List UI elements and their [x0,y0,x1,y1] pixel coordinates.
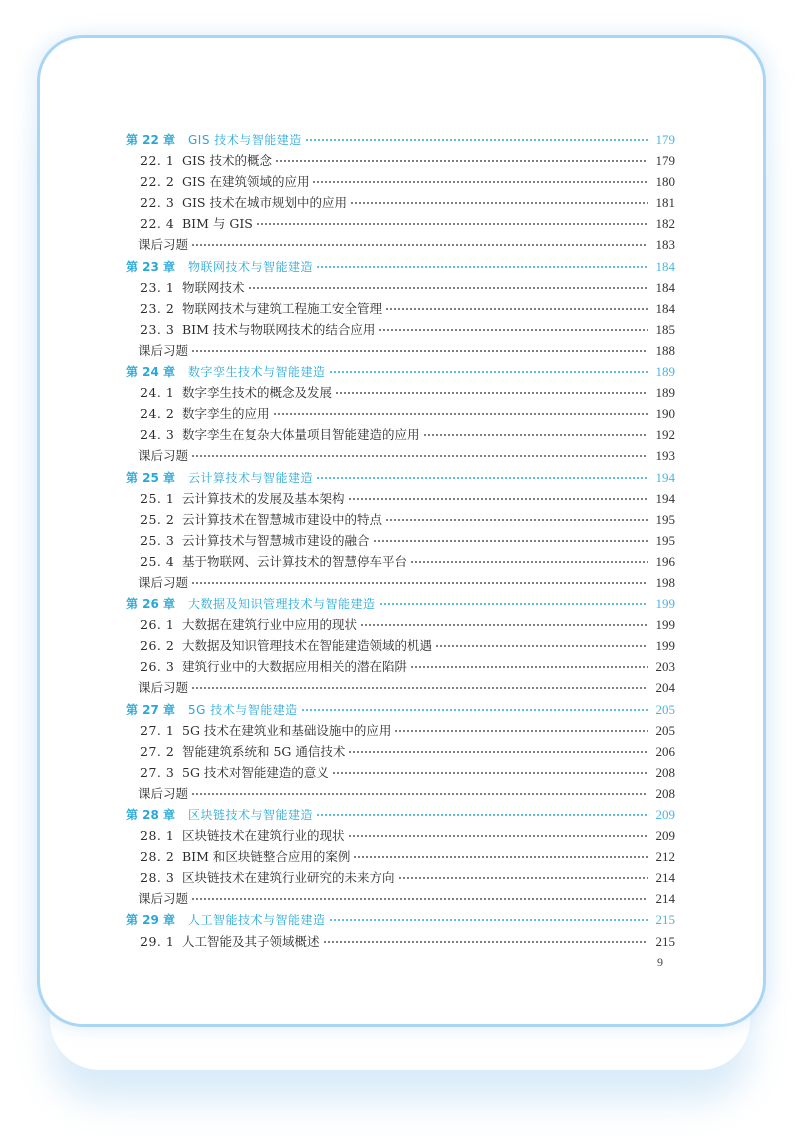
chapter-number: 第 28 章 [126,808,176,822]
section-title: BIM 和区块链整合应用的案例 [182,849,351,865]
toc-section-entry[interactable] [126,846,675,867]
dot-leader [316,266,648,268]
toc-section-entry[interactable] [126,319,675,340]
dot-leader [191,793,648,795]
chapter-page-number: 205 [655,701,675,717]
section-title: 区块链技术在建筑行业研究的未来方向 [182,870,395,886]
section-number: 23. 1 [140,279,175,295]
exercise-page-number: 193 [655,448,675,464]
toc-chapter-entry[interactable] [126,256,675,277]
dot-leader [301,709,648,711]
section-number: 28. 2 [140,849,175,865]
section-title: 云计算技术的发展及基本架构 [182,490,345,506]
exercise-title: 课后习题 [138,342,189,358]
section-number: 24. 1 [140,385,175,401]
toc-chapter-entry[interactable] [126,909,675,930]
dot-leader [410,666,648,668]
section-page-number: 184 [655,300,675,316]
dot-leader [191,455,648,457]
dot-leader [256,223,648,225]
exercise-title: 课后习题 [138,574,189,590]
toc-chapter-entry[interactable] [126,467,675,488]
section-title: 基于物联网、云计算技术的智慧停车平台 [182,553,408,569]
toc-section-entry[interactable] [126,614,675,635]
dot-leader [329,371,648,373]
toc-section-entry[interactable] [126,931,675,952]
section-number: 23. 3 [140,321,175,337]
chapter-number: 第 25 章 [126,470,176,485]
chapter-title: GIS 技术与智能建造 [188,133,302,147]
chapter-number: 第 22 章 [126,133,176,147]
section-page-number: 181 [655,195,675,211]
toc-section-entry[interactable] [126,150,675,171]
dot-leader [350,202,648,204]
section-number: 27. 2 [140,743,175,759]
section-page-number: 195 [655,511,675,527]
dot-leader [191,350,648,352]
dot-leader [323,941,648,943]
section-title: 5G 技术对智能建造的意义 [182,764,329,780]
dot-leader [348,498,648,500]
toc-section-entry[interactable] [126,762,675,783]
toc-section-entry[interactable] [126,867,675,888]
dot-leader [275,160,648,162]
toc-chapter-entry[interactable] [126,129,675,150]
dot-leader [378,329,648,331]
exercise-page-number: 204 [655,680,675,696]
section-page-number: 185 [655,321,675,337]
section-page-number: 184 [655,279,675,295]
section-number: 25. 3 [140,532,175,548]
section-number: 25. 4 [140,553,175,569]
section-number: 25. 1 [140,490,175,506]
section-title: 物联网技术 [182,279,245,295]
dot-leader [191,687,648,689]
exercise-page-number: 188 [655,342,675,358]
toc-chapter-entry[interactable] [126,361,675,382]
toc-chapter-entry[interactable] [126,593,675,614]
section-page-number: 199 [655,638,675,654]
toc-exercise-entry[interactable] [126,234,675,255]
toc-section-entry[interactable] [126,509,675,530]
section-title: 大数据及知识管理技术在智能建造领域的机遇 [182,638,433,654]
toc-section-entry[interactable] [126,171,675,192]
chapter-title: 物联网技术与智能建造 [188,259,314,274]
section-page-number: 180 [655,174,675,190]
toc-section-entry[interactable] [126,424,675,445]
chapter-title: 区块链技术与智能建造 [188,808,314,822]
section-number: 26. 2 [140,638,175,654]
dot-leader [191,244,648,246]
toc-exercise-entry[interactable] [126,572,675,593]
section-page-number: 189 [655,385,675,401]
section-title: 云计算技术与智慧城市建设的融合 [182,532,370,548]
exercise-page-number: 198 [655,574,675,590]
section-page-number: 179 [655,153,675,169]
dot-leader [423,434,648,436]
dot-leader [329,919,648,921]
toc-section-entry[interactable] [126,488,675,509]
toc-section-entry[interactable] [126,656,675,677]
exercise-page-number: 183 [655,237,675,253]
dot-leader [410,561,648,563]
section-number: 26. 3 [140,659,175,675]
section-number: 29. 1 [140,933,175,949]
toc-section-entry[interactable] [126,382,675,403]
section-number: 26. 1 [140,617,175,633]
section-title: 数字孪生在复杂大体量项目智能建造的应用 [182,427,420,443]
dot-leader [394,730,648,732]
section-title: 建筑行业中的大数据应用相关的潜在陷阱 [182,659,408,675]
section-number: 22. 1 [140,153,175,169]
dot-leader [248,287,648,289]
toc-section-entry[interactable] [126,551,675,572]
toc-section-entry[interactable] [126,741,675,762]
section-page-number: 192 [655,427,675,443]
section-title: 5G 技术在建筑业和基础设施中的应用 [182,722,392,738]
section-number: 23. 2 [140,300,175,316]
section-title: 人工智能及其子领域概述 [182,933,320,949]
toc-exercise-entry[interactable] [126,677,675,698]
section-title: 智能建筑系统和 5G 通信技术 [182,743,346,759]
dot-leader [348,835,648,837]
table-of-contents [126,129,675,952]
chapter-page-number: 194 [655,469,675,485]
toc-chapter-entry[interactable] [126,804,675,825]
toc-exercise-entry[interactable] [126,340,675,361]
section-title: GIS 技术在城市规划中的应用 [182,195,347,211]
toc-section-entry[interactable] [126,825,675,846]
section-number: 22. 2 [140,174,175,190]
chapter-number: 第 24 章 [126,365,176,380]
toc-section-entry[interactable] [126,635,675,656]
section-title: BIM 技术与物联网技术的结合应用 [182,321,376,337]
exercise-page-number: 208 [655,785,675,801]
dot-leader [273,413,648,415]
exercise-title: 课后习题 [138,680,189,696]
toc-exercise-entry[interactable] [126,888,675,909]
section-page-number: 199 [655,617,675,633]
section-number: 27. 1 [140,722,175,738]
dot-leader [312,181,648,183]
exercise-title: 课后习题 [138,785,189,801]
chapter-number: 第 26 章 [126,597,176,612]
section-title: 物联网技术与建筑工程施工安全管理 [182,300,383,316]
section-title: 区块链技术在建筑行业的现状 [182,828,345,844]
dot-leader [373,540,648,542]
toc-section-entry[interactable] [126,403,675,424]
chapter-title: 5G 技术与智能建造 [188,702,298,717]
dot-leader [191,582,648,584]
exercise-title: 课后习题 [138,448,189,464]
section-title: 数字孪生技术的概念及发展 [182,385,333,401]
dot-leader [348,751,648,753]
chapter-page-number: 184 [655,258,675,274]
dot-leader [305,139,648,141]
chapter-page-number: 209 [655,807,675,822]
chapter-page-number: 199 [655,596,675,612]
dot-leader [435,645,648,647]
section-page-number: 209 [655,828,675,844]
chapter-page-number: 189 [655,364,675,380]
section-page-number: 206 [655,743,675,759]
toc-chapter-entry[interactable] [126,699,675,720]
dot-leader [316,814,648,816]
section-page-number: 208 [655,764,675,780]
section-page-number: 203 [655,659,675,675]
section-page-number: 190 [655,406,675,422]
chapter-number: 第 29 章 [126,913,176,928]
page-number: 9 [657,955,663,969]
section-title: GIS 在建筑领域的应用 [182,174,310,190]
section-page-number: 215 [655,933,675,949]
section-page-number: 212 [655,849,675,865]
dot-leader [191,898,648,900]
dot-leader [398,877,648,879]
section-title: 数字孪生的应用 [182,406,270,422]
chapter-number: 第 27 章 [126,702,176,717]
section-number: 24. 2 [140,406,175,422]
section-page-number: 194 [655,490,675,506]
section-title: 大数据在建筑行业中应用的现状 [182,617,358,633]
exercise-title: 课后习题 [138,891,189,907]
section-number: 28. 3 [140,870,175,886]
section-page-number: 196 [655,553,675,569]
chapter-title: 云计算技术与智能建造 [188,470,314,485]
section-title: GIS 技术的概念 [182,153,272,169]
toc-section-entry[interactable] [126,213,675,234]
toc-exercise-entry[interactable] [126,783,675,804]
chapter-number: 第 23 章 [126,259,176,274]
toc-exercise-entry[interactable] [126,445,675,466]
exercise-page-number: 214 [655,891,675,907]
toc-section-entry[interactable] [126,530,675,551]
chapter-page-number: 179 [655,132,675,147]
chapter-page-number: 215 [655,912,675,928]
dot-leader [385,519,648,521]
toc-section-entry[interactable] [126,192,675,213]
section-page-number: 182 [655,216,675,232]
dot-leader [385,308,648,310]
section-page-number: 205 [655,722,675,738]
section-page-number: 214 [655,870,675,886]
section-number: 22. 3 [140,195,175,211]
dot-leader [379,603,648,605]
section-title: 云计算技术在智慧城市建设中的特点 [182,511,383,527]
exercise-title: 课后习题 [138,237,189,253]
dot-leader [353,856,648,858]
section-number: 24. 3 [140,427,175,443]
chapter-title: 人工智能技术与智能建造 [188,913,326,928]
dot-leader [332,772,648,774]
dot-leader [316,477,648,479]
chapter-title: 数字孪生技术与智能建造 [188,365,326,380]
dot-leader [335,392,648,394]
section-number: 27. 3 [140,764,175,780]
toc-section-entry[interactable] [126,277,675,298]
dot-leader [360,624,648,626]
section-number: 22. 4 [140,216,175,232]
section-title: BIM 与 GIS [182,216,253,232]
toc-section-entry[interactable] [126,720,675,741]
chapter-title: 大数据及知识管理技术与智能建造 [188,597,376,612]
toc-section-entry[interactable] [126,298,675,319]
section-number: 25. 2 [140,511,175,527]
section-number: 28. 1 [140,828,175,844]
section-page-number: 195 [655,532,675,548]
